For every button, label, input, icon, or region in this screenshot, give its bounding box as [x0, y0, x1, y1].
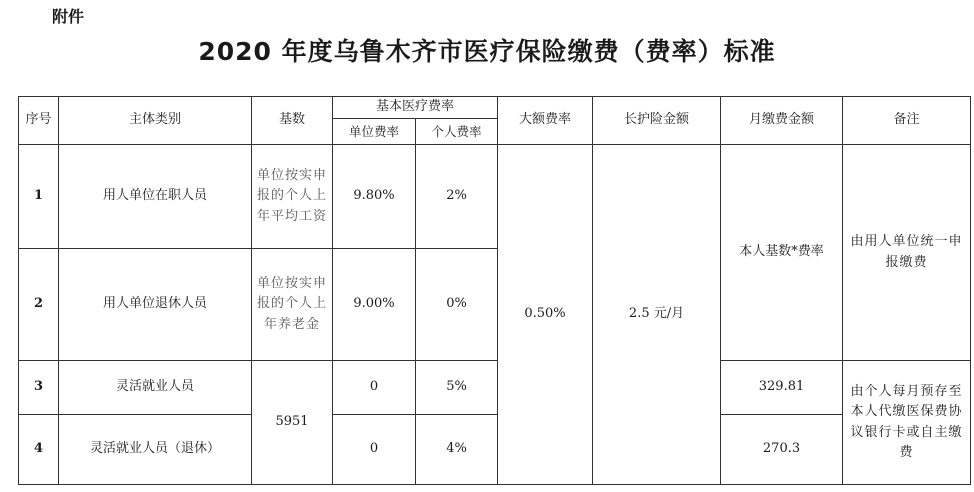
- row-monthly-amount: 270.3: [721, 415, 843, 485]
- row-unit-rate: 9.00%: [333, 249, 416, 361]
- header-large-rate: 大额费率: [498, 97, 593, 145]
- header-category: 主体类别: [59, 97, 252, 145]
- row-personal-rate: 4%: [416, 415, 498, 485]
- header-ltc-amount: 长护险金额: [593, 97, 721, 145]
- flexible-remarks: 由个人每月预存至本人代缴医保费协议银行卡或自主缴费: [843, 361, 971, 485]
- row-seq: 4: [19, 415, 59, 485]
- row-personal-rate: 2%: [416, 145, 498, 249]
- row-category: 灵活就业人员: [59, 361, 252, 415]
- header-monthly-amount: 月缴费金额: [721, 97, 843, 145]
- flexible-base: 5951: [252, 361, 333, 485]
- header-personal-rate: 个人费率: [416, 119, 498, 145]
- row-unit-rate: 0: [333, 415, 416, 485]
- header-remarks: 备注: [843, 97, 971, 145]
- header-row: [19, 97, 971, 119]
- row-seq: 3: [19, 361, 59, 415]
- table-row: [19, 415, 971, 485]
- table-row: [19, 145, 971, 249]
- header-base: 基数: [252, 97, 333, 145]
- row-monthly-amount: 329.81: [721, 361, 843, 415]
- large-rate-value: 0.50%: [498, 145, 593, 485]
- row-personal-rate: 0%: [416, 249, 498, 361]
- row-unit-rate: 0: [333, 361, 416, 415]
- header-unit-rate: 单位费率: [333, 119, 416, 145]
- row-unit-rate: 9.80%: [333, 145, 416, 249]
- row-category: 用人单位在职人员: [59, 145, 252, 249]
- row-base: 单位按实申报的个人上年平均工资: [252, 145, 333, 249]
- row-personal-rate: 5%: [416, 361, 498, 415]
- header-seq: 序号: [19, 97, 59, 145]
- employer-remarks: 由用人单位统一申报缴费: [843, 145, 971, 361]
- ltc-amount-value: 2.5 元/月: [593, 145, 721, 485]
- row-category: 灵活就业人员（退休）: [59, 415, 252, 485]
- row-base: 单位按实申报的个人上年养老金: [252, 249, 333, 361]
- page-title: 2020 年度乌鲁木齐市医疗保险缴费（费率）标准: [198, 37, 776, 66]
- table-row: [19, 361, 971, 415]
- rate-table: [18, 96, 971, 485]
- employer-monthly-amount: 本人基数*费率: [721, 145, 843, 361]
- row-seq: 1: [19, 145, 59, 249]
- header-basic-rate: 基本医疗费率: [333, 97, 498, 119]
- row-seq: 2: [19, 249, 59, 361]
- attachment-label: 附件: [52, 7, 85, 26]
- row-category: 用人单位退休人员: [59, 249, 252, 361]
